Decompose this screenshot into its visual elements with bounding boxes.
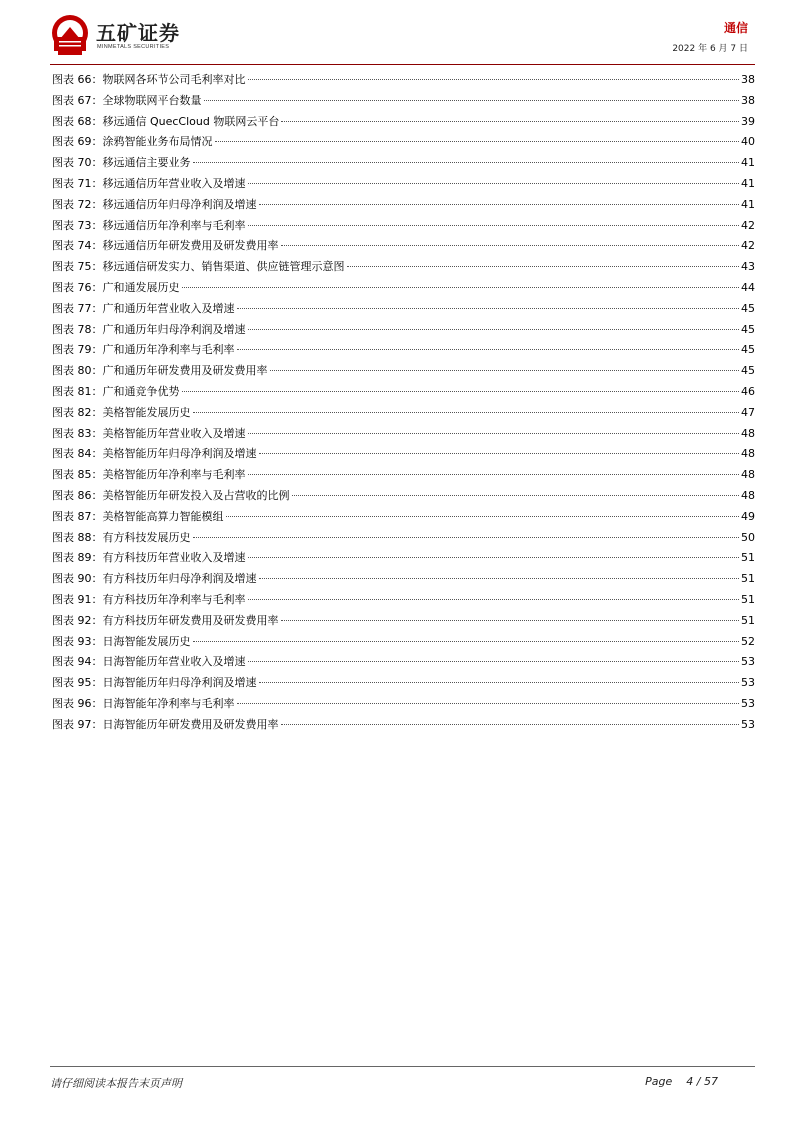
toc-entry-title[interactable]: 图表 96：日海智能年净利率与毛利率 [52, 696, 235, 710]
toc-entry[interactable] [52, 444, 755, 465]
toc-leader-dots [248, 474, 740, 475]
toc-entry-title[interactable]: 图表 84：美格智能历年归母净利润及增速 [52, 447, 257, 461]
toc-leader-dots [259, 682, 740, 683]
toc-leader-dots [226, 516, 740, 517]
toc-entry-title[interactable]: 图表 72：移远通信历年归母净利润及增速 [52, 197, 257, 211]
footer-divider [50, 1066, 755, 1067]
toc-entry-page[interactable]: 41 [741, 197, 755, 211]
toc-leader-dots [259, 453, 740, 454]
footer-page-info [645, 1075, 718, 1088]
brand-name-cn: 五矿证券 [96, 21, 180, 45]
toc-entry-title[interactable]: 图表 74：移远通信历年研发费用及研发费用率 [52, 239, 279, 253]
toc-entry[interactable] [52, 486, 755, 507]
toc-leader-dots [248, 79, 740, 80]
toc-leader-dots [237, 703, 740, 704]
toc-entry-page[interactable]: 51 [741, 572, 755, 586]
toc-leader-dots [248, 433, 740, 434]
toc-entry[interactable] [52, 715, 755, 736]
toc-leader-dots [237, 308, 740, 309]
toc-entry-title[interactable]: 图表 76：广和通发展历史 [52, 280, 180, 294]
toc-leader-dots [215, 141, 740, 142]
toc-leader-dots [193, 537, 740, 538]
toc-leader-dots [182, 287, 740, 288]
toc-leader-dots [259, 578, 740, 579]
toc-entry-title[interactable]: 图表 69：涂鸦智能业务布局情况 [52, 135, 213, 149]
toc-leader-dots [281, 245, 740, 246]
toc-entry-title[interactable]: 图表 92：有方科技历年研发费用及研发费用率 [52, 613, 279, 627]
toc-entry-page[interactable]: 50 [741, 530, 755, 544]
toc-entry-page[interactable]: 38 [741, 73, 755, 86]
toc-entry[interactable] [52, 569, 755, 590]
toc-entry-page[interactable]: 48 [741, 468, 755, 482]
toc-entry-page[interactable]: 48 [741, 447, 755, 461]
toc-leader-dots [193, 162, 740, 163]
toc-entry-title[interactable]: 图表 89：有方科技历年营业收入及增速 [52, 551, 246, 565]
toc-leader-dots [292, 495, 740, 496]
toc-entry[interactable] [52, 611, 755, 632]
toc-entry[interactable] [52, 236, 755, 257]
toc-entry-title[interactable]: 图表 75：移远通信研发实力、销售渠道、供应链管理示意图 [52, 260, 345, 274]
toc-entry-title[interactable]: 图表 78：广和通历年归母净利润及增速 [52, 322, 246, 336]
toc-entry[interactable] [52, 528, 755, 549]
toc-entry-title[interactable]: 图表 87：美格智能高算力智能模组 [52, 509, 224, 523]
toc-entry[interactable] [52, 216, 755, 237]
page-number: 4 / 57 [686, 1075, 718, 1088]
toc-entry-title[interactable]: 图表 77：广和通历年营业收入及增速 [52, 301, 235, 315]
header-divider [50, 64, 755, 65]
report-date: 2022 年 6 月 7 日 [672, 44, 748, 54]
toc-entry-page[interactable]: 53 [741, 655, 755, 669]
toc-entry-page[interactable]: 53 [741, 717, 755, 731]
toc-leader-dots [237, 349, 740, 350]
toc-leader-dots [204, 100, 740, 101]
toc-entry[interactable] [52, 320, 755, 341]
toc-entry-page[interactable]: 41 [741, 156, 755, 170]
toc-leader-dots [193, 412, 740, 413]
toc-leader-dots [248, 225, 740, 226]
toc-entry[interactable] [52, 70, 755, 91]
toc-entry-page[interactable]: 48 [741, 426, 755, 440]
toc-entry-page[interactable]: 39 [741, 114, 755, 128]
toc-entry-title[interactable]: 图表 81：广和通竞争优势 [52, 384, 180, 398]
toc-leader-dots [259, 204, 740, 205]
toc-entry-title[interactable]: 图表 82：美格智能发展历史 [52, 405, 191, 419]
toc-entry-title[interactable]: 图表 86：美格智能历年研发投入及占营收的比例 [52, 488, 290, 502]
toc-entry-title[interactable]: 图表 93：日海智能发展历史 [52, 634, 191, 648]
toc-entry-title[interactable]: 图表 90：有方科技历年归母净利润及增速 [52, 572, 257, 586]
toc-entry[interactable] [52, 91, 755, 112]
page-header [0, 0, 793, 62]
toc-entry-page[interactable]: 47 [741, 405, 755, 419]
toc-entry-title[interactable]: 图表 88：有方科技发展历史 [52, 530, 191, 544]
toc-entry[interactable] [52, 673, 755, 694]
toc-entry[interactable] [52, 632, 755, 653]
toc-entry-title[interactable]: 图表 67：全球物联网平台数量 [52, 93, 202, 107]
toc-leader-dots [248, 329, 740, 330]
toc-leader-dots [182, 391, 740, 392]
figure-list [52, 70, 755, 736]
toc-entry[interactable] [52, 132, 755, 153]
footer-disclaimer: 请仔细阅读本报告末页声明 [50, 1077, 182, 1090]
toc-entry[interactable] [52, 548, 755, 569]
toc-entry-page[interactable]: 53 [741, 676, 755, 690]
toc-leader-dots [193, 641, 740, 642]
toc-entry[interactable] [52, 340, 755, 361]
toc-entry[interactable] [52, 694, 755, 715]
toc-entry-page[interactable]: 53 [741, 696, 755, 710]
toc-entry-title[interactable]: 图表 83：美格智能历年营业收入及增速 [52, 426, 246, 440]
toc-entry[interactable] [52, 465, 755, 486]
toc-leader-dots [281, 724, 740, 725]
toc-entry-page[interactable]: 51 [741, 592, 755, 606]
page-label: Page [645, 1075, 673, 1088]
toc-entry[interactable] [52, 590, 755, 611]
toc-entry-page[interactable]: 44 [741, 280, 755, 294]
toc-entry-title[interactable]: 图表 91：有方科技历年净利率与毛利率 [52, 592, 246, 606]
toc-entry-title[interactable]: 图表 66：物联网各环节公司毛利率对比 [52, 73, 246, 86]
toc-leader-dots [248, 183, 740, 184]
toc-entry-page[interactable]: 45 [741, 364, 755, 378]
toc-entry-title[interactable]: 图表 95：日海智能历年归母净利润及增速 [52, 676, 257, 690]
toc-entry[interactable] [52, 195, 755, 216]
toc-leader-dots [281, 620, 740, 621]
toc-entry-title[interactable]: 图表 70：移远通信主要业务 [52, 156, 191, 170]
toc-entry-title[interactable]: 图表 79：广和通历年净利率与毛利率 [52, 343, 235, 357]
toc-leader-dots [281, 121, 739, 122]
toc-entry-page[interactable]: 46 [741, 384, 755, 398]
toc-entry-title[interactable]: 图表 94：日海智能历年营业收入及增速 [52, 655, 246, 669]
toc-entry-title[interactable]: 图表 71：移远通信历年营业收入及增速 [52, 176, 246, 190]
toc-entry[interactable] [52, 361, 755, 382]
toc-leader-dots [248, 599, 740, 600]
brand-name-en: MINMETALS SECURITIES [97, 44, 170, 50]
toc-leader-dots [347, 266, 740, 267]
toc-entry[interactable] [52, 112, 755, 133]
toc-entry-page[interactable]: 41 [741, 176, 755, 190]
toc-leader-dots [248, 557, 740, 558]
toc-entry-title[interactable]: 图表 97：日海智能历年研发费用及研发费用率 [52, 717, 279, 731]
toc-entry-page[interactable]: 45 [741, 301, 755, 315]
toc-entry[interactable] [52, 257, 755, 278]
toc-entry-page[interactable]: 42 [741, 218, 755, 232]
toc-entry-title[interactable]: 图表 85：美格智能历年净利率与毛利率 [52, 468, 246, 482]
toc-entry[interactable] [52, 652, 755, 673]
industry-label: 通信 [723, 21, 748, 35]
toc-leader-dots [248, 661, 740, 662]
toc-entry-page[interactable]: 40 [741, 135, 755, 149]
toc-entry-page[interactable]: 48 [741, 488, 755, 502]
toc-entry[interactable] [52, 424, 755, 445]
toc-entry-page[interactable]: 42 [741, 239, 755, 253]
toc-entry-page[interactable]: 51 [741, 613, 755, 627]
toc-entry-page[interactable]: 43 [741, 260, 755, 274]
toc-entry-title[interactable]: 图表 68：移远通信 QuecCloud 物联网云平台 [52, 114, 280, 128]
toc-entry-page[interactable]: 49 [741, 509, 755, 523]
toc-entry-title[interactable]: 图表 73：移远通信历年净利率与毛利率 [52, 218, 246, 232]
toc-entry-page[interactable]: 45 [741, 322, 755, 336]
toc-entry[interactable] [52, 278, 755, 299]
toc-entry-page[interactable]: 51 [741, 551, 755, 565]
toc-entry-page[interactable]: 52 [741, 634, 755, 648]
toc-entry[interactable] [52, 507, 755, 528]
minmetals-logo-icon [50, 13, 90, 57]
toc-entry[interactable] [52, 382, 755, 403]
toc-entry[interactable] [52, 403, 755, 424]
toc-entry[interactable] [52, 299, 755, 320]
toc-leader-dots [270, 370, 740, 371]
toc-entry-title[interactable]: 图表 80：广和通历年研发费用及研发费用率 [52, 364, 268, 378]
toc-entry-page[interactable]: 45 [741, 343, 755, 357]
toc-entry[interactable] [52, 174, 755, 195]
toc-entry-page[interactable]: 38 [741, 93, 755, 107]
toc-entry[interactable] [52, 153, 755, 174]
